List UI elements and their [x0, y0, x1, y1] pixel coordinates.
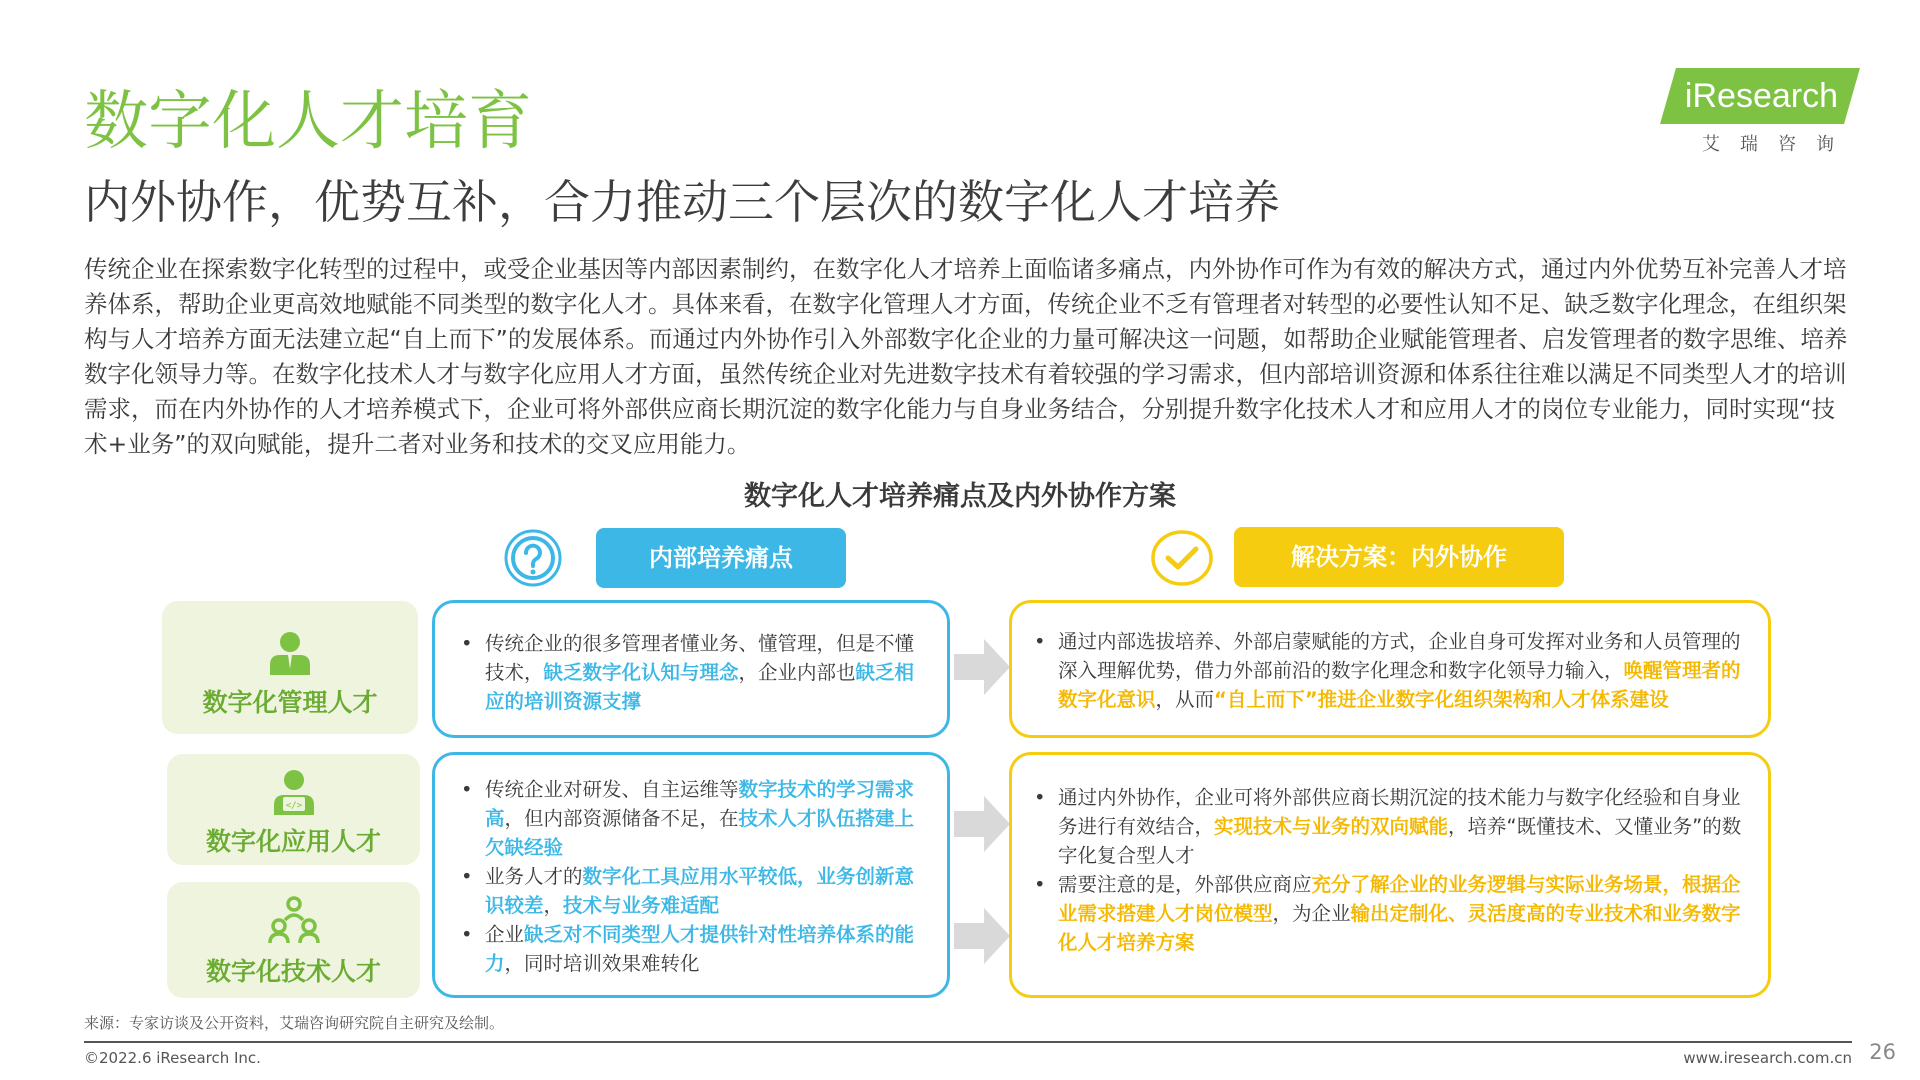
list-item: • 需要注意的是，外部供应商应充分了解企业的业务逻辑与实际业务场景，根据企业需求搭建人才岗位模型，为企业输出定制化、灵活度高的专业技术和业务数字化人才培养方案 [1026, 870, 1744, 957]
list-item: • 通过内部选拔培养、外部启蒙赋能的方式，企业自身可发挥对业务和人员管理的深入理解优势，借力外部前沿的数字化理念和数字化领导力输入，唤醒管理者的数字化意识，从而“自上而下”推进企业数字化组织架构和人才体系建设 [1026, 627, 1744, 714]
bullet-list [453, 775, 923, 978]
solution-box-management [1009, 600, 1771, 738]
page-number: 26 [1869, 1040, 1896, 1064]
solution-box-app-tech [1009, 752, 1771, 998]
category-label: 数字化应用人才 [205, 827, 381, 856]
page-title: 数字化人才培育 [84, 85, 532, 159]
developer-icon [270, 769, 318, 817]
check-circle-icon [1150, 528, 1210, 588]
source-note: 来源：专家访谈及公开资料，艾瑞咨询研究院自主研究及绘制。 [84, 1014, 505, 1032]
manager-icon [266, 631, 314, 675]
solution-header: 解决方案：内外协作 [1234, 527, 1564, 587]
copyright: ©2022.6 iResearch Inc. [84, 1049, 261, 1067]
pain-box-app-tech [432, 752, 950, 998]
arrow-right-icon [952, 794, 1012, 854]
svg-text:</>: </> [285, 801, 302, 811]
list-item: • 企业缺乏对不同类型人才提供针对性培养体系的能力，同时培训效果难转化 [453, 920, 923, 978]
question-icon [503, 528, 563, 588]
logo-cn: 艾瑞咨询 [1702, 134, 1854, 155]
bullet-list [1026, 783, 1744, 957]
category-management [162, 601, 418, 734]
list-item: • 通过内外协作，企业可将外部供应商长期沉淀的技术能力与数字化经验和自身业务进行有效结合，实现技术与业务的双向赋能，培养“既懂技术、又懂业务”的数字化复合型人才 [1026, 783, 1744, 870]
iresearch-logo [1610, 58, 1860, 158]
category-application [167, 754, 420, 865]
bullet-list [453, 629, 923, 716]
pain-box-management [432, 600, 950, 738]
page-subtitle: 内外协作，优势互补，合力推动三个层次的数字化人才培养 [84, 175, 1280, 229]
section-title: 数字化人才培养痛点及内外协作方案 [744, 481, 1176, 512]
category-label: 数字化管理人才 [202, 688, 378, 717]
list-item: • 业务人才的数字化工具应用水平较低，业务创新意识较差，技术与业务难适配 [453, 862, 923, 920]
team-network-icon [268, 896, 320, 944]
arrow-right-icon [952, 637, 1012, 697]
pain-points-header: 内部培养痛点 [596, 528, 846, 588]
bullet-list [1026, 627, 1744, 714]
category-label: 数字化技术人才 [205, 957, 381, 986]
arrow-right-icon [952, 906, 1012, 966]
website-link[interactable]: www.iresearch.com.cn [1683, 1049, 1852, 1067]
body-paragraph: 传统企业在探索数字化转型的过程中，或受企业基因等内部因素制约，在数字化人才培养上面临诸多痛点，内外协作可作为有效的解决方式，通过内外优势互补完善人才培养体系，帮助企业更高效地赋能不同类型的数字化人才。具体来看，在数字化管理人才方面，传统企业不乏有管理者对转型的必要性认知不足、缺乏数字化理念，在组织架构与人才培养方面无法建立起“自上而下”的发展体系。而通过内外协作引入外部数字化企业的力量可解决这一问题，如帮助企业赋能管理者、启发管理者的数字思维、培养数字化领导力等。在数字化技术人才与数字化应用人才方面，虽然传统企业对先进数字技术有着较强的学习需求，但内部培训资源和体系往往难以满足不同类型人才的培训需求，而在内外协作的人才培养模式下，企业可将外部供应商长期沉淀的数字化能力与自身业务结合，分别提升数字化技术人才和应用人才的岗位专业能力，同时实现“技术+业务”的双向赋能，提升二者对业务和技术的交叉应用能力。 [84, 255, 1848, 458]
footer-divider [84, 1041, 1852, 1043]
logo-word: iResearch [1684, 77, 1838, 115]
list-item: • 传统企业对研发、自主运维等数字技术的学习需求高，但内部资源储备不足，在技术人才队伍搭建上欠缺经验 [453, 775, 923, 862]
category-technology [167, 882, 420, 998]
list-item: • 传统企业的很多管理者懂业务、懂管理，但是不懂技术，缺乏数字化认知与理念，企业内部也缺乏相应的培训资源支撑 [453, 629, 923, 716]
